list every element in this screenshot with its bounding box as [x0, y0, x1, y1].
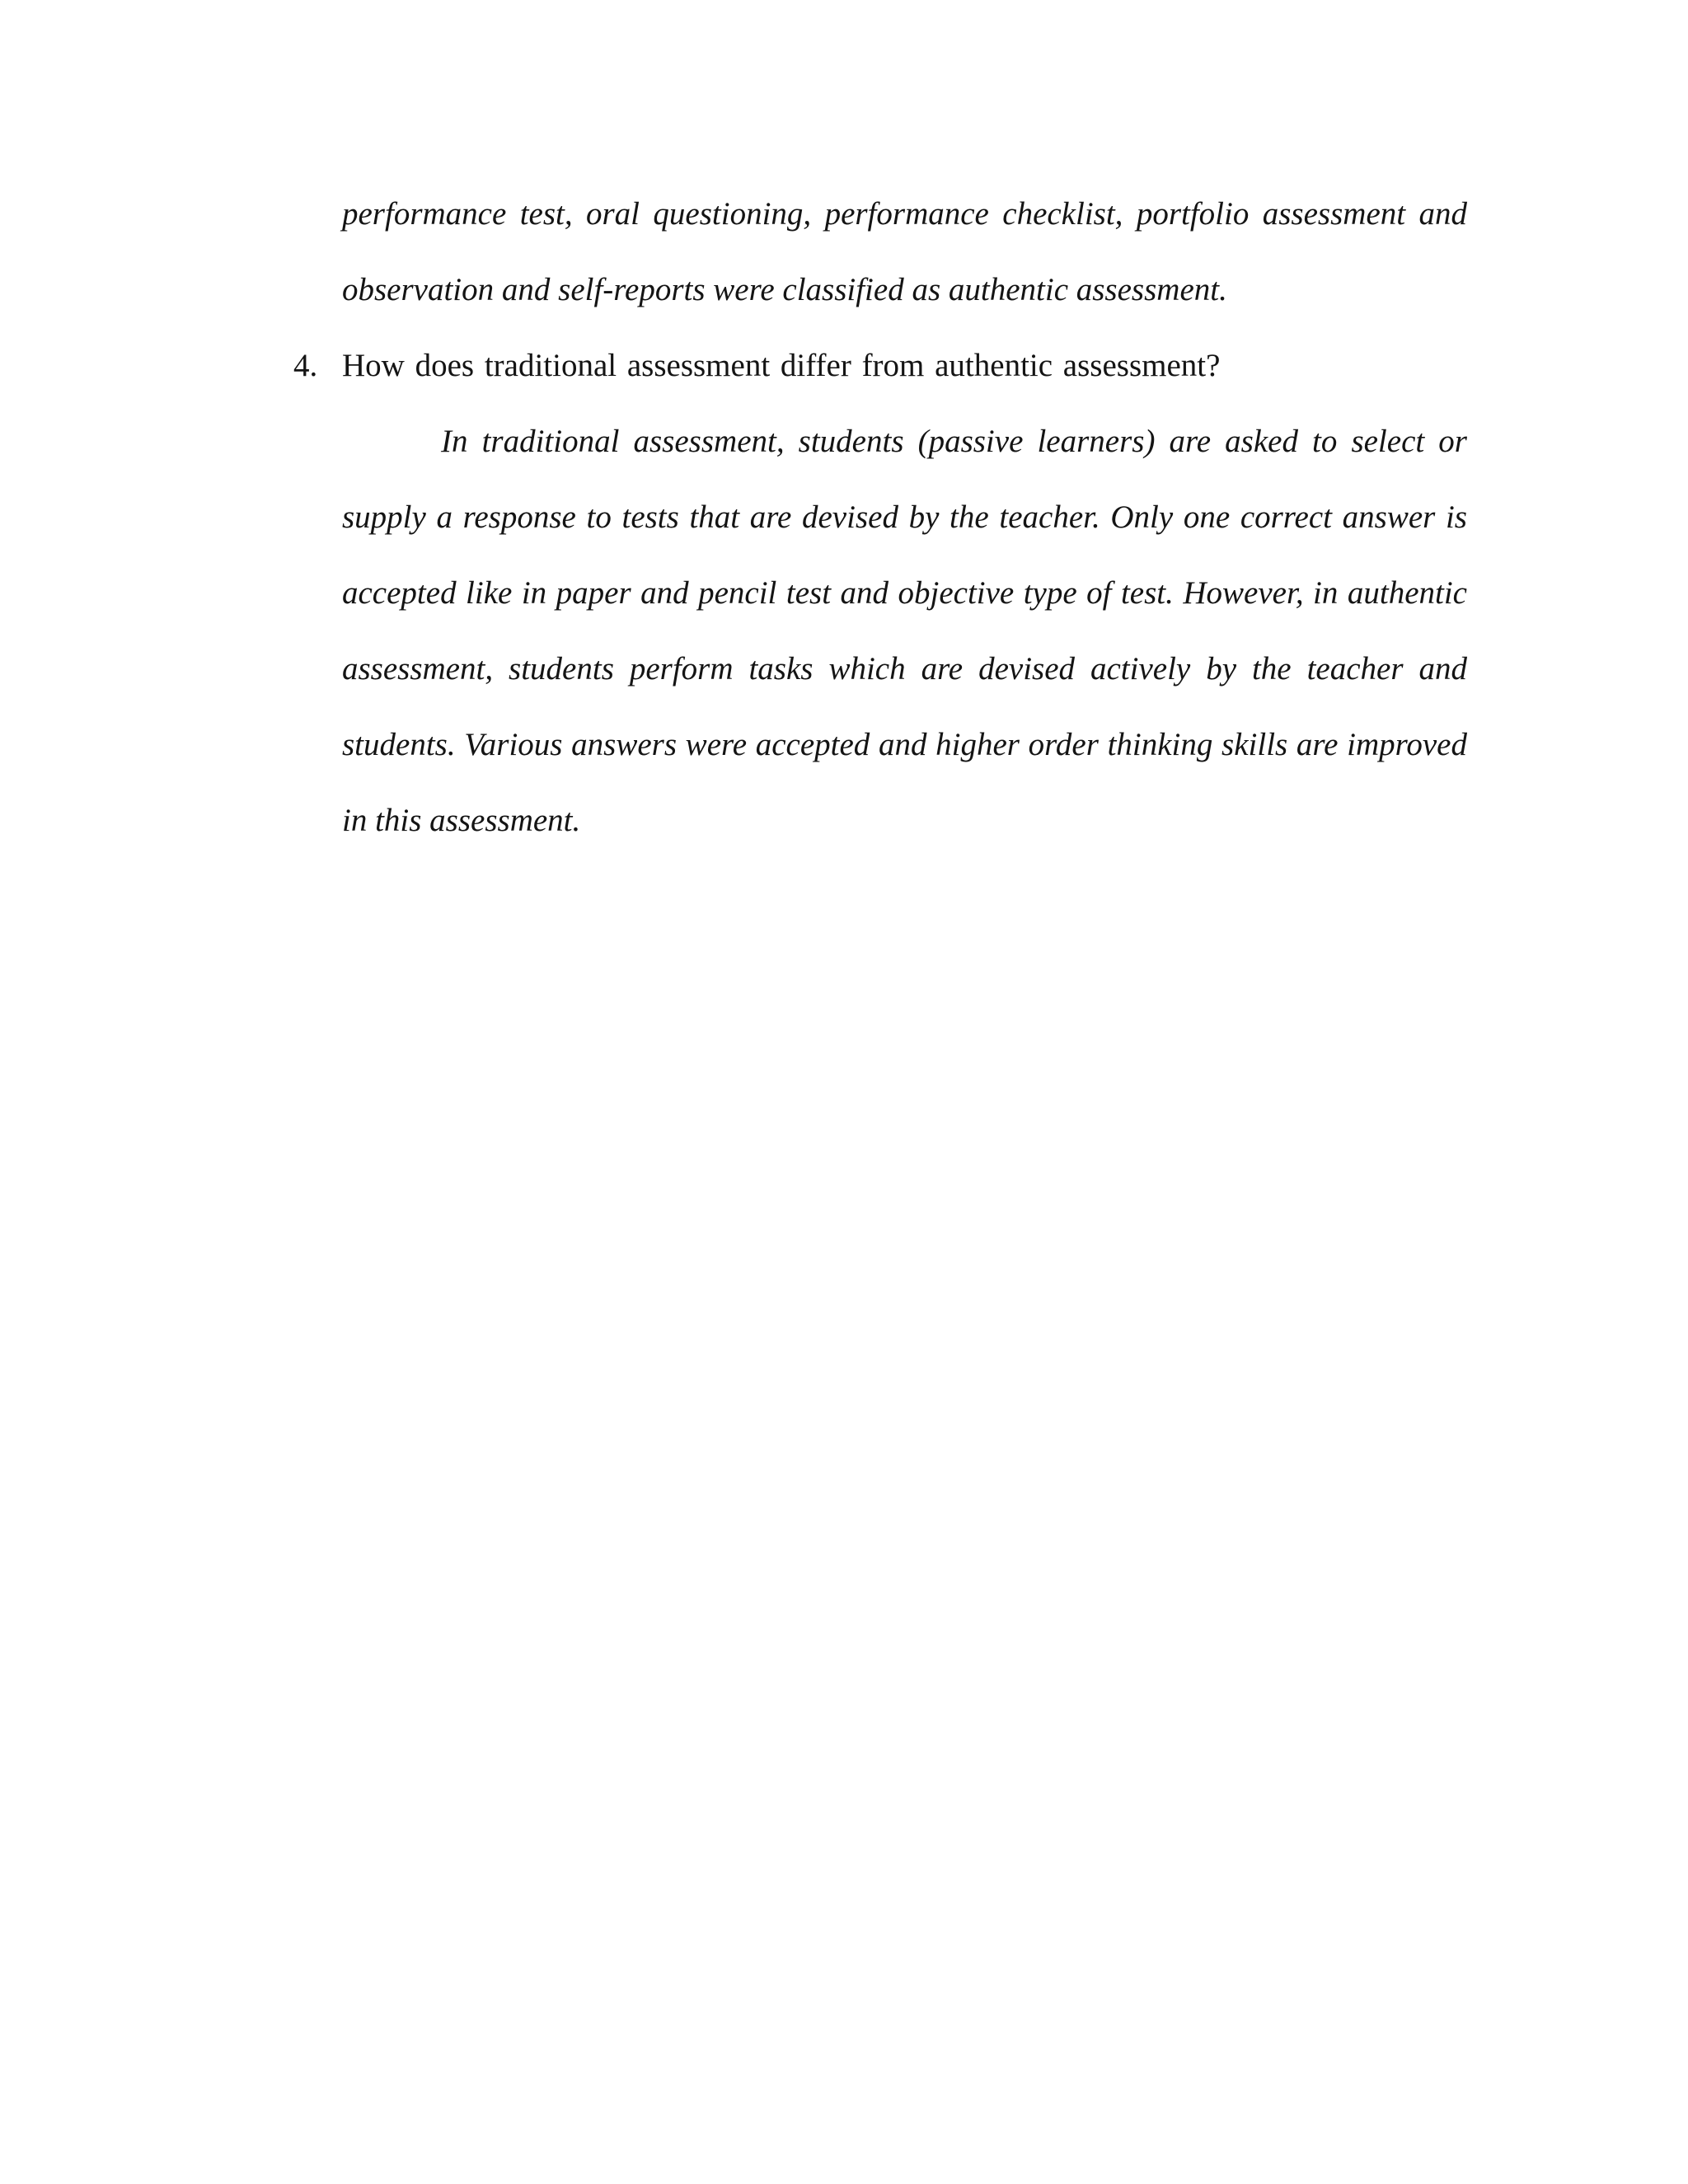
- answer-paragraph: In traditional assessment, students (passive learners) are asked to select or supply a response to tests that are devised by the teacher. Only one correct answer is accepted like in paper and pencil test and objective type of test. However, in authentic assessment, students perform tasks which are devised actively by the teacher and students. Various answers were accepted and higher order thinking skills are improved in this assessment.: [342, 424, 1467, 838]
- question-number: 4.: [293, 348, 318, 383]
- question-text: How does traditional assessment differ from authentic assessment?: [342, 348, 1221, 383]
- continued-paragraph: performance test, oral questioning, performance checklist, portfolio assessment and observation and self-reports were classified as authentic assessment.: [342, 196, 1467, 307]
